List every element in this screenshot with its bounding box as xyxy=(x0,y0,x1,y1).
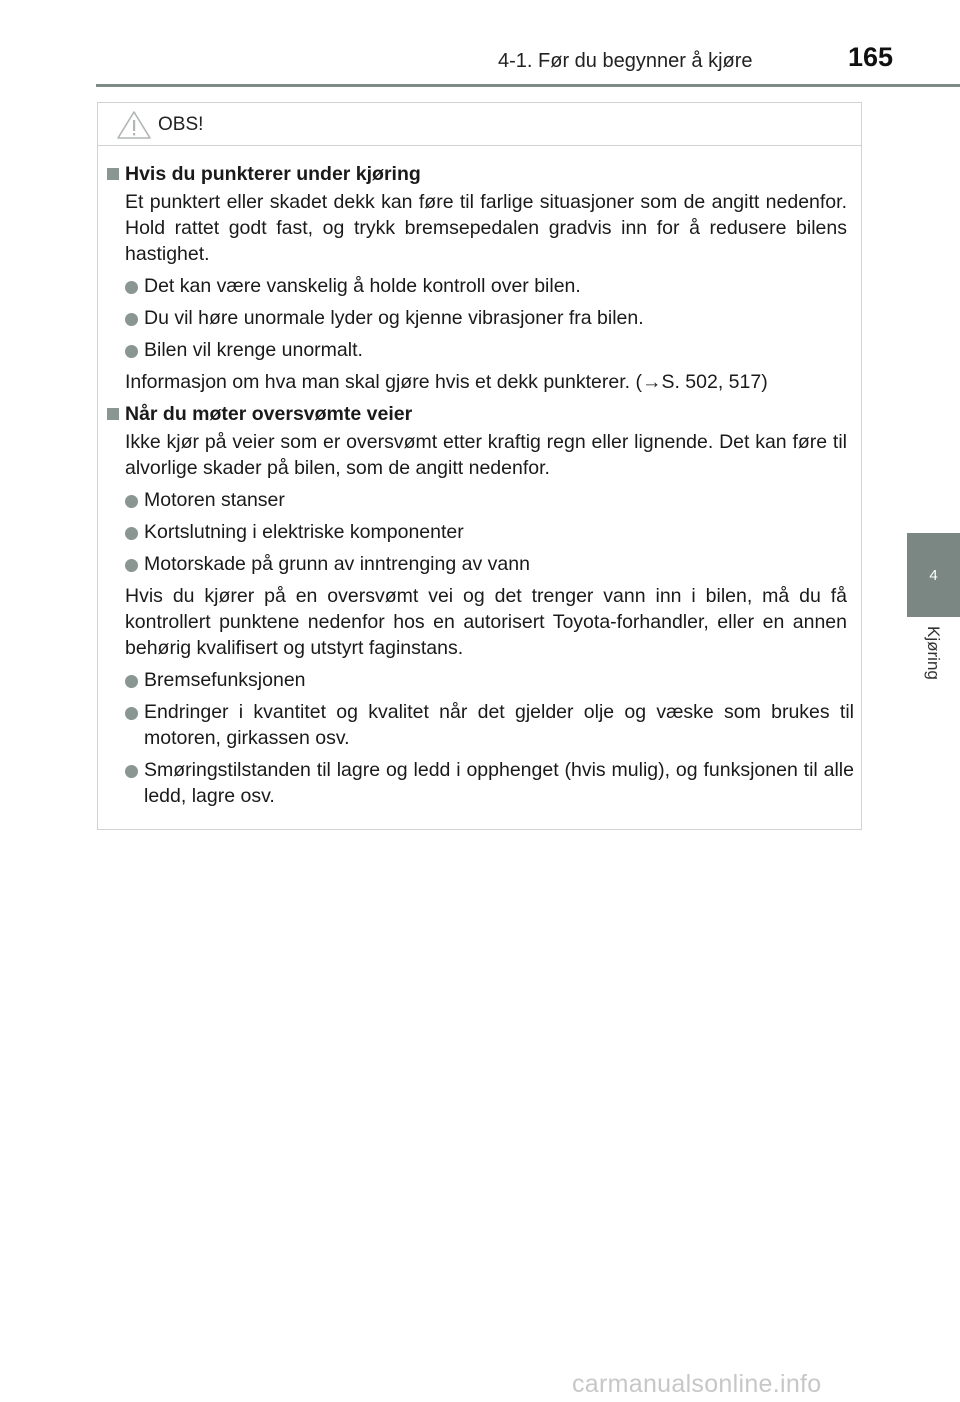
list-item: Kortslutning i elektriske komponenter xyxy=(125,519,854,545)
section-title: 4-1. Før du begynner å kjøre xyxy=(498,50,753,72)
header-rule xyxy=(96,84,960,87)
paragraph: Ikke kjør på veier som er oversvømt etter kraftig regn eller lignende. Det kan føre til alvorlige skader på bilen, som de angitt nedenfor. xyxy=(125,431,847,479)
warning-label: OBS! xyxy=(158,114,204,135)
section-heading: Når du møter oversvømte veier xyxy=(98,401,863,427)
list-item: Motoren stanser xyxy=(125,487,854,513)
square-bullet-icon xyxy=(107,168,119,180)
paragraph: Et punktert eller skadet dekk kan føre til farlige situasjoner som de angitt nedenfor. Hold rattet godt fast, og trykk bremsepedalen gradvis inn for å redusere bilens hastighet. xyxy=(125,191,847,265)
round-bullet-icon xyxy=(125,313,138,326)
round-bullet-icon xyxy=(125,675,138,688)
list-item: Du vil høre unormale lyder og kjenne vibrasjoner fra bilen. xyxy=(125,305,854,331)
watermark: carmanualsonline.info xyxy=(572,1370,822,1398)
round-bullet-icon xyxy=(125,345,138,358)
round-bullet-icon xyxy=(125,281,138,294)
list-item: Bilen vil krenge unormalt. xyxy=(125,337,854,363)
list-item: Bremsefunksjonen xyxy=(125,667,854,693)
round-bullet-icon xyxy=(125,495,138,508)
chapter-tab[interactable] xyxy=(907,533,960,617)
warning-content xyxy=(98,161,863,815)
warning-triangle-icon xyxy=(116,110,152,140)
list-item: Motorskade på grunn av inntrenging av vann xyxy=(125,551,854,577)
list-item: Smøringstilstanden til lagre og ledd i opphenget (hvis mulig), og funksjonen til alle ledd, lagre osv. xyxy=(125,757,854,809)
list-item: Det kan være vanskelig å holde kontroll over bilen. xyxy=(125,273,854,299)
paragraph-reference: Informasjon om hva man skal gjøre hvis et dekk punkterer. (→S. 502, 517) xyxy=(125,371,768,393)
round-bullet-icon xyxy=(125,559,138,572)
page-number: 165 xyxy=(848,42,894,72)
warning-header xyxy=(98,103,861,146)
section-heading: Hvis du punkterer under kjøring xyxy=(98,161,863,187)
round-bullet-icon xyxy=(125,707,138,720)
list-item: Endringer i kvantitet og kvalitet når det gjelder olje og væske som brukes til motoren, girkassen osv. xyxy=(125,699,854,751)
round-bullet-icon xyxy=(125,765,138,778)
square-bullet-icon xyxy=(107,408,119,420)
paragraph: Hvis du kjører på en oversvømt vei og det trenger vann inn i bilen, må du få kontrollert punktene nedenfor hos en autorisert Toyota-forhandler, eller en annen behørig kvalifisert og utstyrt faginstans. xyxy=(125,585,847,659)
round-bullet-icon xyxy=(125,527,138,540)
warning-box xyxy=(97,102,862,830)
chapter-label: Kjøring xyxy=(924,626,943,680)
chapter-number: 4 xyxy=(929,566,938,584)
